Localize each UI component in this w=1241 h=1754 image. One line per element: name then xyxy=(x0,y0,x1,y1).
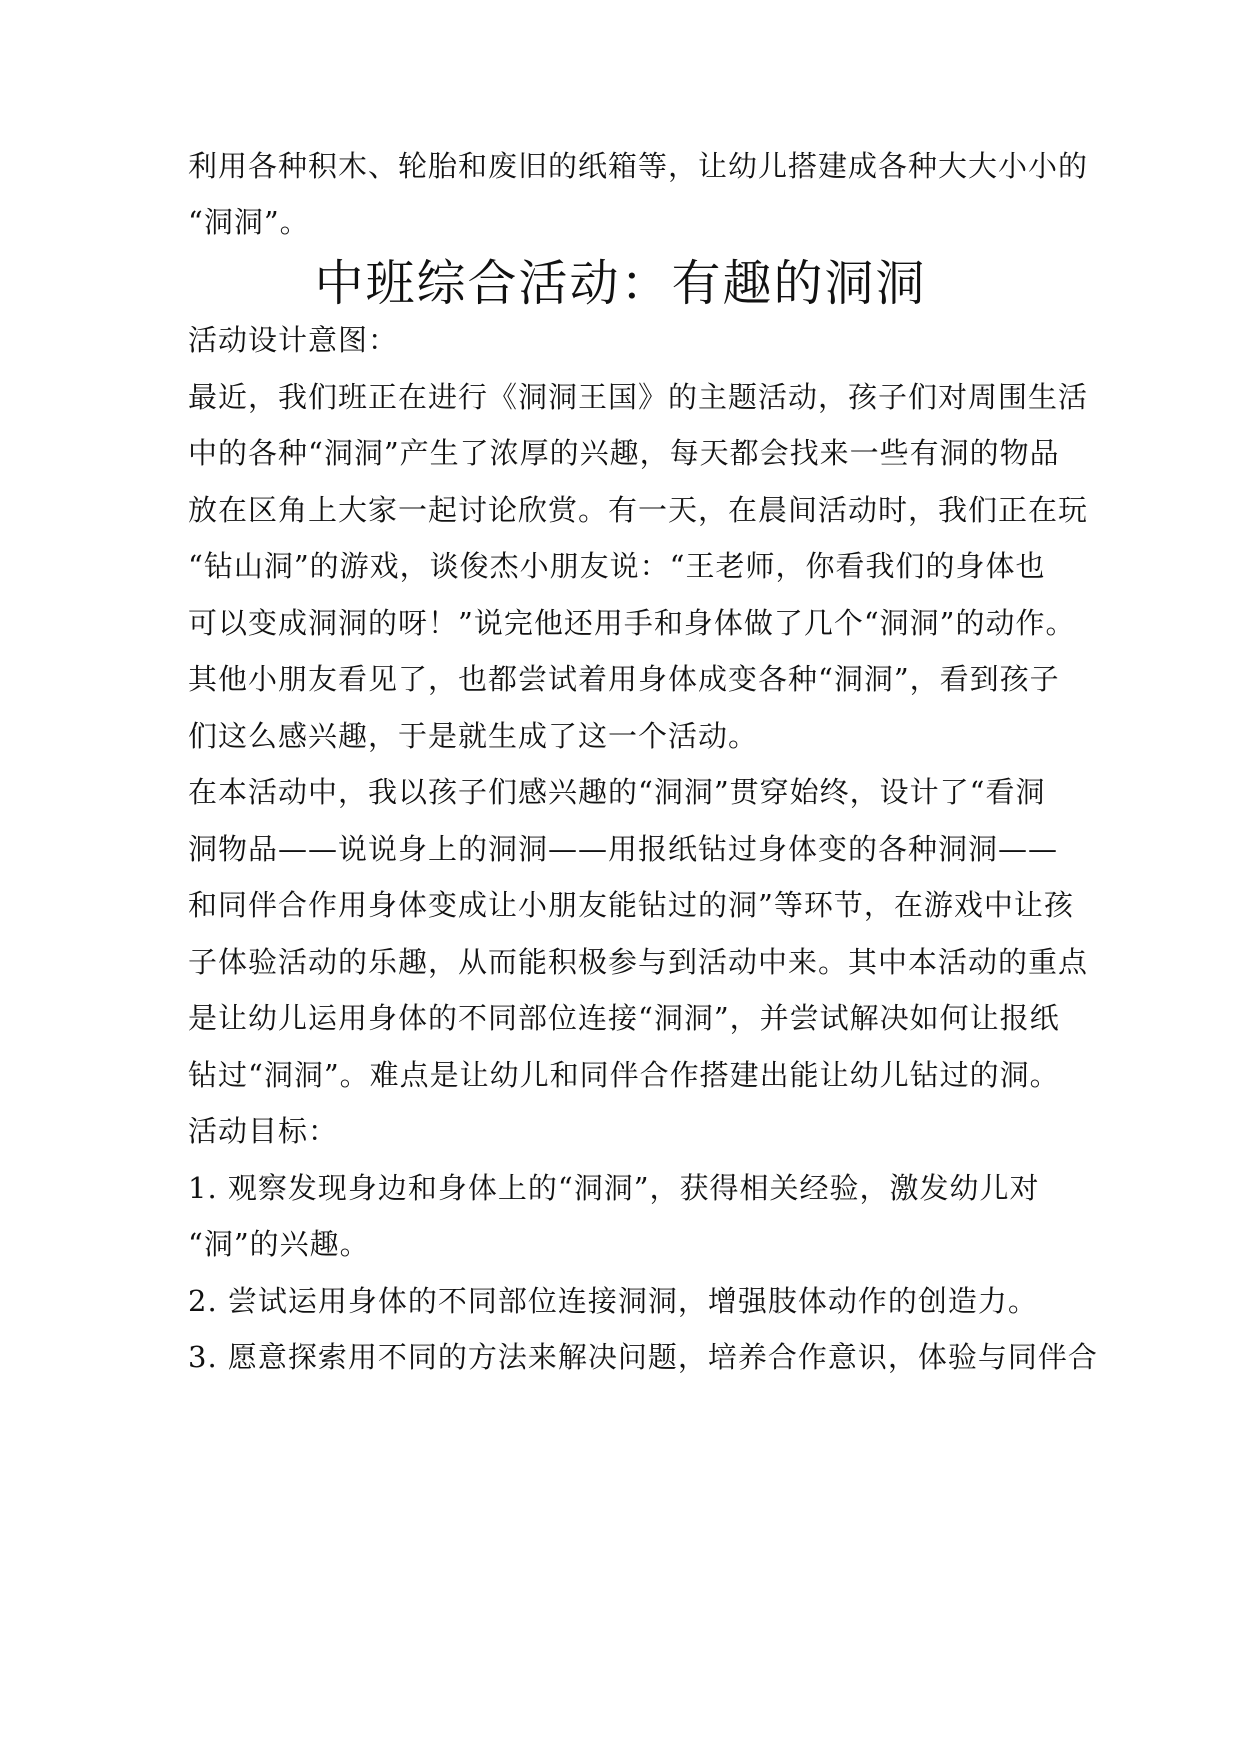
goal-item-2: 2. 尝试运用身体的不同部位连接洞洞，增强肢体动作的创造力。 xyxy=(188,1284,1038,1318)
design-paragraph-line: 最近，我们班正在进行《洞洞王国》的主题活动，孩子们对周围生活 xyxy=(188,380,1089,414)
design-paragraph-line: 中的各种“洞洞”产生了浓厚的兴趣，每天都会找来一些有洞的物品 xyxy=(188,436,1060,470)
intro-line: “洞洞”。 xyxy=(188,205,310,239)
design-paragraph-line: “钻山洞”的游戏，谈俊杰小朋友说：“王老师，你看我们的身体也 xyxy=(188,549,1046,583)
design-paragraph-line: 其他小朋友看见了，也都尝试着用身体成变各种“洞洞”，看到孩子 xyxy=(188,662,1060,696)
goal-item-3: 3. 愿意探索用不同的方法来解决问题，培养合作意识，体验与同伴合 xyxy=(188,1340,1098,1374)
design-paragraph-line: 子体验活动的乐趣，从而能积极参与到活动中来。其中本活动的重点 xyxy=(188,945,1089,979)
design-paragraph-line: 洞物品——说说身上的洞洞——用报纸钻过身体变的各种洞洞—— xyxy=(188,832,1059,866)
design-paragraph-line: 放在区角上大家一起讨论欣赏。有一天，在晨间活动时，我们正在玩 xyxy=(188,493,1089,527)
design-paragraph-line: 和同伴合作用身体变成让小朋友能钻过的洞”等环节，在游戏中让孩 xyxy=(188,888,1074,922)
goal-item-1: “洞”的兴趣。 xyxy=(188,1227,370,1261)
goal-item-1: 1. 观察发现身边和身体上的“洞洞”，获得相关经验，激发幼儿对 xyxy=(188,1171,1040,1205)
design-paragraph-line: 是让幼儿运用身体的不同部位连接“洞洞”，并尝试解决如何让报纸 xyxy=(188,1001,1060,1035)
goals-heading: 活动目标： xyxy=(188,1114,339,1148)
design-paragraph-line: 们这么感兴趣，于是就生成了这一个活动。 xyxy=(188,719,759,753)
intro-line: 利用各种积木、轮胎和废旧的纸箱等，让幼儿搭建成各种大大小小的 xyxy=(188,149,1089,183)
page-title: 中班综合活动：有趣的洞洞 xyxy=(314,255,927,312)
design-paragraph-line: 在本活动中，我以孩子们感兴趣的“洞洞”贯穿始终，设计了“看洞 xyxy=(188,775,1046,809)
design-heading: 活动设计意图： xyxy=(188,323,399,357)
design-paragraph-line: 可以变成洞洞的呀！”说完他还用手和身体做了几个“洞洞”的动作。 xyxy=(188,606,1076,640)
design-paragraph-line: 钻过“洞洞”。难点是让幼儿和同伴合作搭建出能让幼儿钻过的洞。 xyxy=(188,1058,1060,1092)
